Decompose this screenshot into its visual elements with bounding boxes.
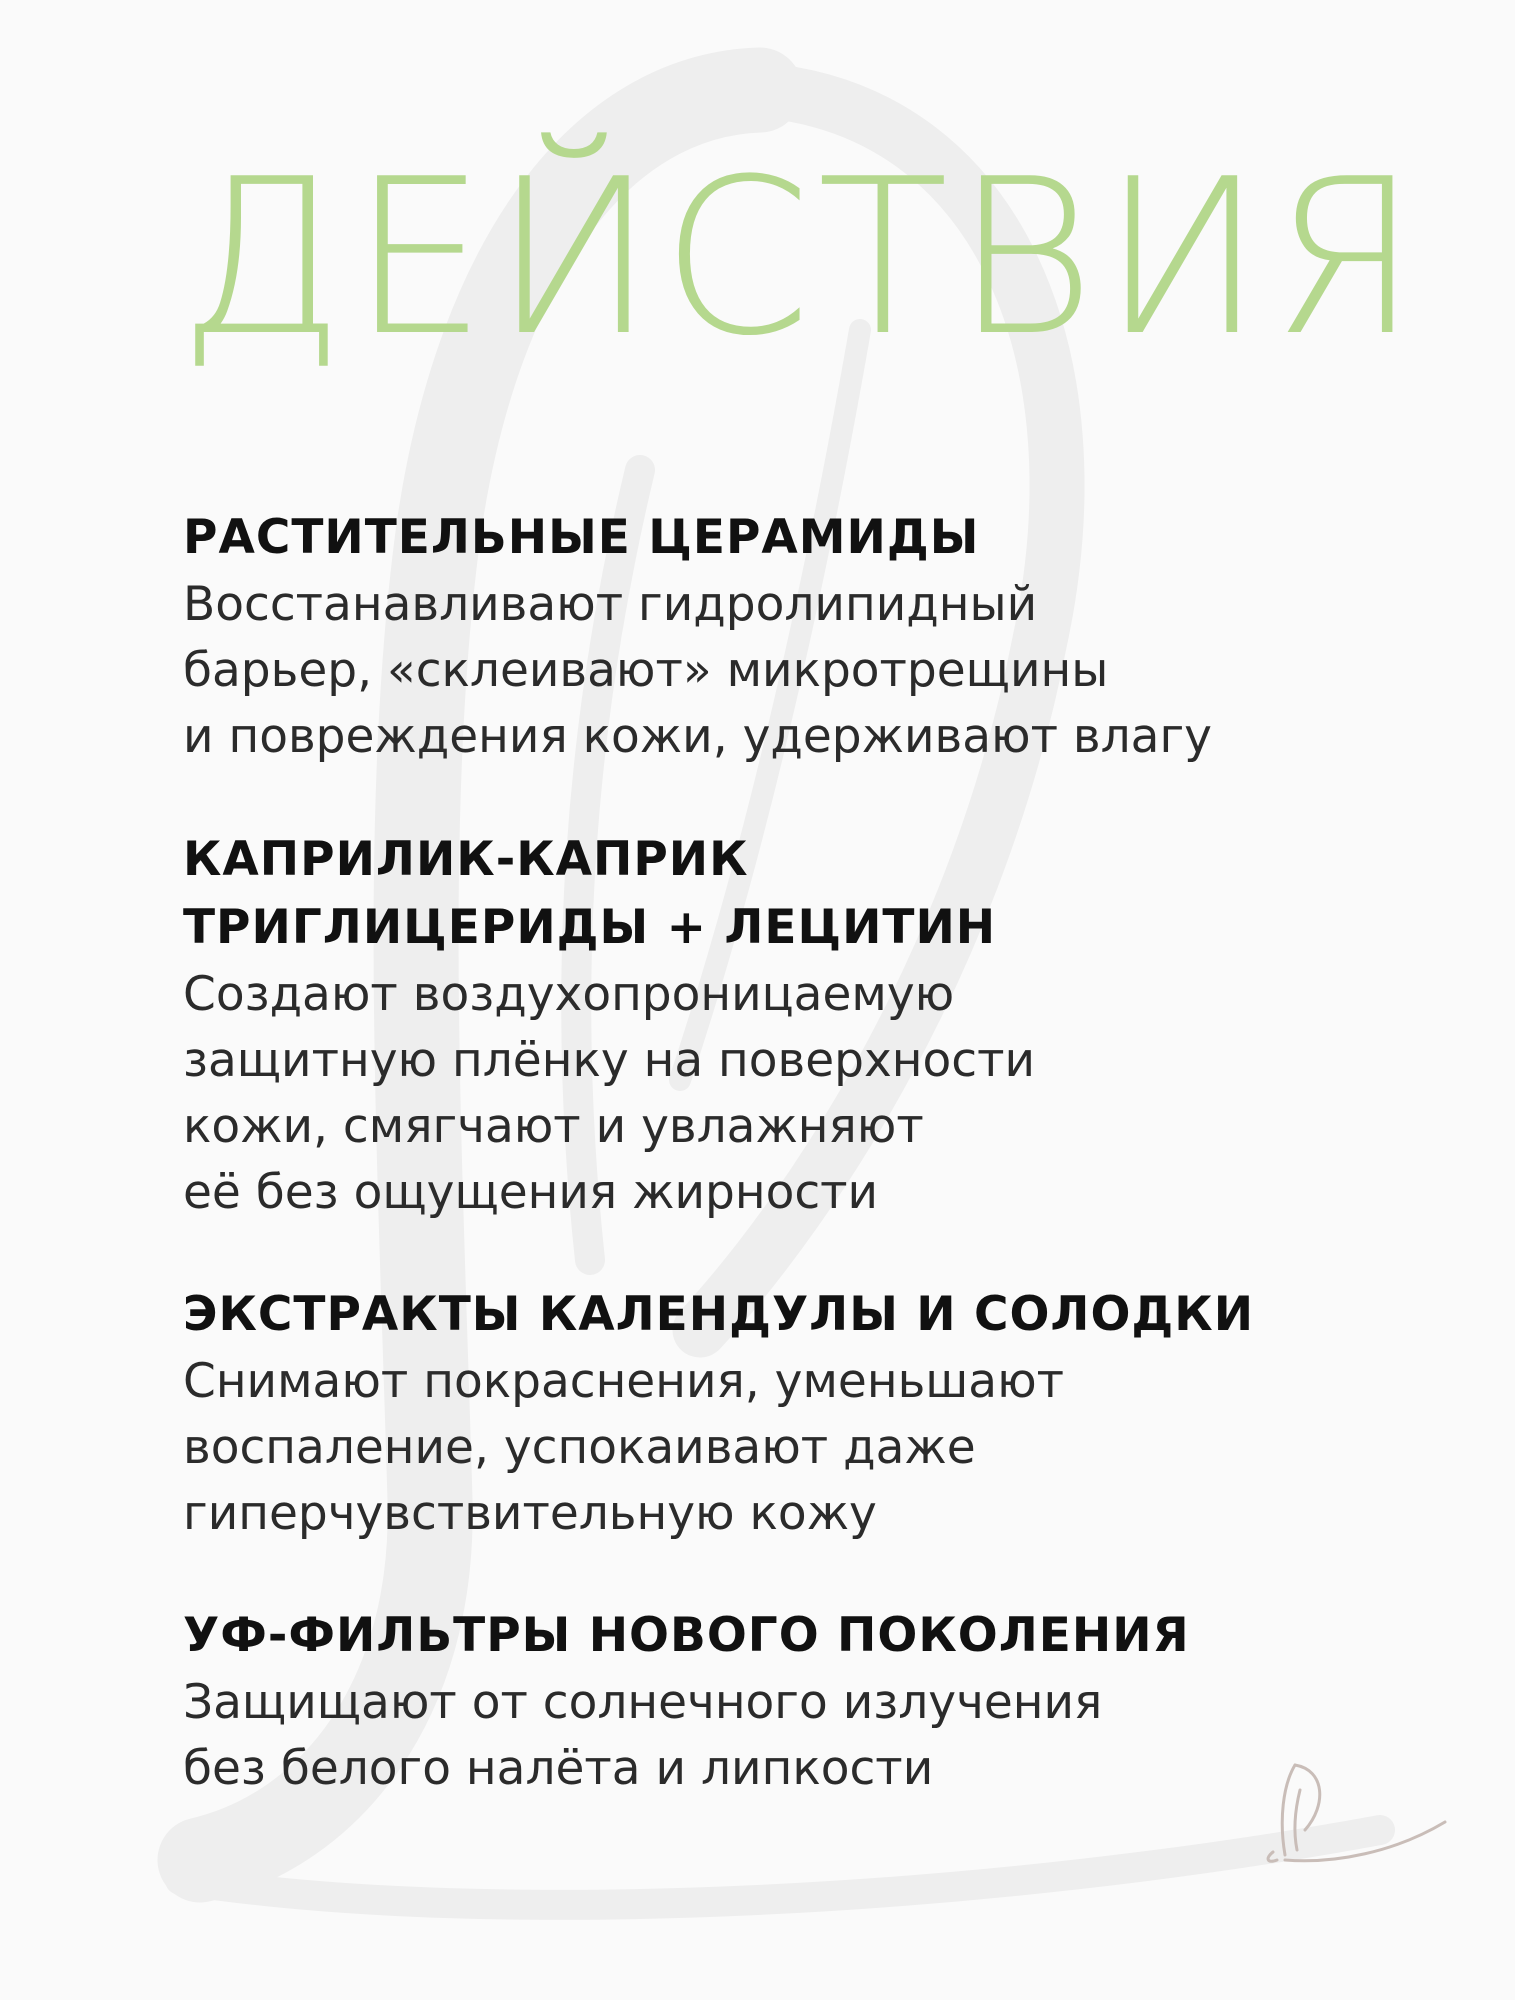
section-heading: УФ-ФИЛЬТРЫ НОВОГО ПОКОЛЕНИЯ	[183, 1608, 1190, 1663]
section-text-line: без белого налёта и липкости	[183, 1741, 934, 1796]
brand-monogram-logo-icon	[1255, 1760, 1455, 1870]
section-heading: КАПРИЛИК-КАПРИК	[183, 832, 749, 887]
page-title: ДЕЙСТВИЯ	[178, 132, 1425, 383]
section-text-line: и повреждения кожи, удерживают влагу	[183, 709, 1212, 764]
section-triglycerides-lecithin	[183, 826, 1363, 1226]
section-text-line: Создают воздухопроницаемую	[183, 967, 955, 1022]
section-text-line: кожи, смягчают и увлажняют	[183, 1099, 924, 1154]
section-text-line: защитную плёнку на поверхности	[183, 1033, 1036, 1088]
section-text-line: воспаление, успокаивают даже	[183, 1420, 976, 1475]
section-text-line: барьер, «склеивают» микротрещины	[183, 643, 1109, 698]
section-text-line: её без ощущения жирности	[183, 1165, 879, 1220]
section-text-line: Восстанавливают гидролипидный	[183, 577, 1038, 632]
section-heading: ТРИГЛИЦЕРИДЫ + ЛЕЦИТИН	[183, 900, 997, 955]
section-calendula-licorice-extracts	[183, 1281, 1363, 1547]
section-text-line: Снимают покраснения, уменьшают	[183, 1354, 1065, 1409]
section-uv-filters	[183, 1602, 1363, 1802]
section-text-line: Защищают от солнечного излучения	[183, 1675, 1103, 1730]
section-plant-ceramides	[183, 504, 1363, 770]
section-heading: РАСТИТЕЛЬНЫЕ ЦЕРАМИДЫ	[183, 510, 980, 565]
section-text-line: гиперчувствительную кожу	[183, 1486, 877, 1541]
section-heading: ЭКСТРАКТЫ КАЛЕНДУЛЫ И СОЛОДКИ	[183, 1287, 1255, 1342]
